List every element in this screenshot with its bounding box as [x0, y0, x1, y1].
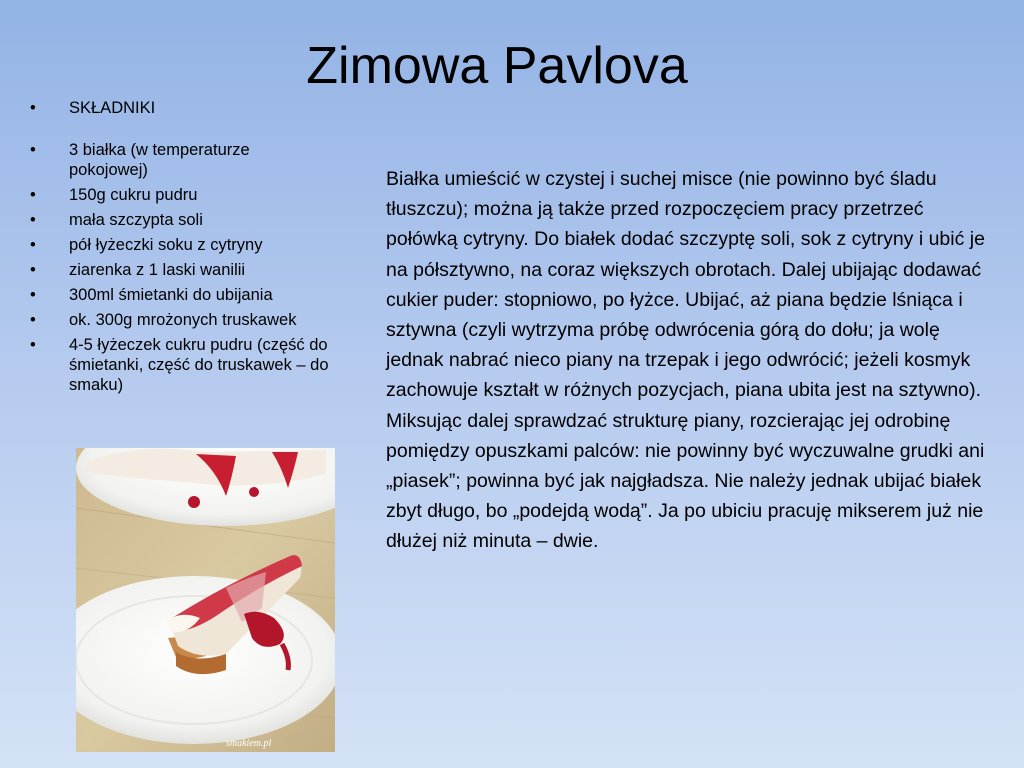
bullet-icon: •: [30, 261, 36, 279]
ingredient-text: mała szczypta soli: [69, 211, 203, 229]
ingredient-text: 3 białka (w temperaturze pokojowej): [69, 141, 250, 179]
list-item: [30, 235, 330, 255]
bullet-icon: •: [30, 336, 36, 354]
list-item: [30, 98, 330, 118]
ingredient-text: ok. 300g mrożonych truskawek: [69, 311, 297, 329]
ingredient-text: 150g cukru pudru: [69, 186, 198, 204]
list-item: [30, 335, 330, 395]
list-item: [30, 285, 330, 305]
bullet-icon: •: [30, 286, 36, 304]
ingredient-text: pół łyżeczki soku z cytryny: [69, 236, 263, 254]
bullet-icon: •: [30, 186, 36, 204]
photo-watermark: smakiem.pl: [226, 738, 272, 749]
bullet-icon: •: [30, 311, 36, 329]
bullet-icon: •: [30, 236, 36, 254]
ingredient-text: 4-5 łyżeczek cukru pudru (część do śmietanki, część do truskawek – do smaku): [69, 336, 329, 394]
slide-title: Zimowa Pavlova: [306, 37, 688, 95]
ingredients-list: [30, 98, 330, 400]
bullet-icon: •: [30, 141, 36, 159]
list-item: [30, 185, 330, 205]
list-item: [30, 260, 330, 280]
ingredient-text: 300ml śmietanki do ubijania: [69, 286, 273, 304]
recipe-instructions: Białka umieścić w czystej i suchej misce (nie powinno być śladu tłuszczu); można ją także przed rozpoczęciem pracy przetrzeć połówką cytryny. Do białek dodać szczyptę soli, sok z cytryny i ubić je na półsztywno, na coraz większych obrotach. Dalej ubijając dodawać cukier puder: stopniowo, po łyżce. Ubijać, aż piana będzie lśniąca i sztywna (czyli wytrzyma próbę odwrócenia górą do dołu; ja wolę jednak nabrać nieco piany na trzepak i jego odwrócić; jeżeli kosmyk zachowuje kształt w różnych pozycjach, piana ubita jest na sztywno). Miksując dalej sprawdzać strukturę piany, rozcierając jej odrobinę pomiędzy opuszkami palców: nie powinny być wyczuwalne grudki ani „piasek”; powinna być jak najgładsza. Nie należy jednak ubijać białek zbyt długo, bo „podejdą wodą”. Ja po ubiciu pracuję mikserem już nie dłużej niż minuta – dwie.: [386, 168, 985, 553]
bullet-icon: •: [30, 211, 36, 229]
bullet-icon: •: [30, 99, 36, 117]
ingredient-text: ziarenka z 1 laski wanilii: [69, 261, 246, 279]
list-item: [30, 310, 330, 330]
list-item: [30, 140, 330, 180]
list-item: [30, 210, 330, 230]
pavlova-photo: [76, 448, 335, 752]
ingredients-heading: SKŁADNIKI: [69, 99, 156, 117]
